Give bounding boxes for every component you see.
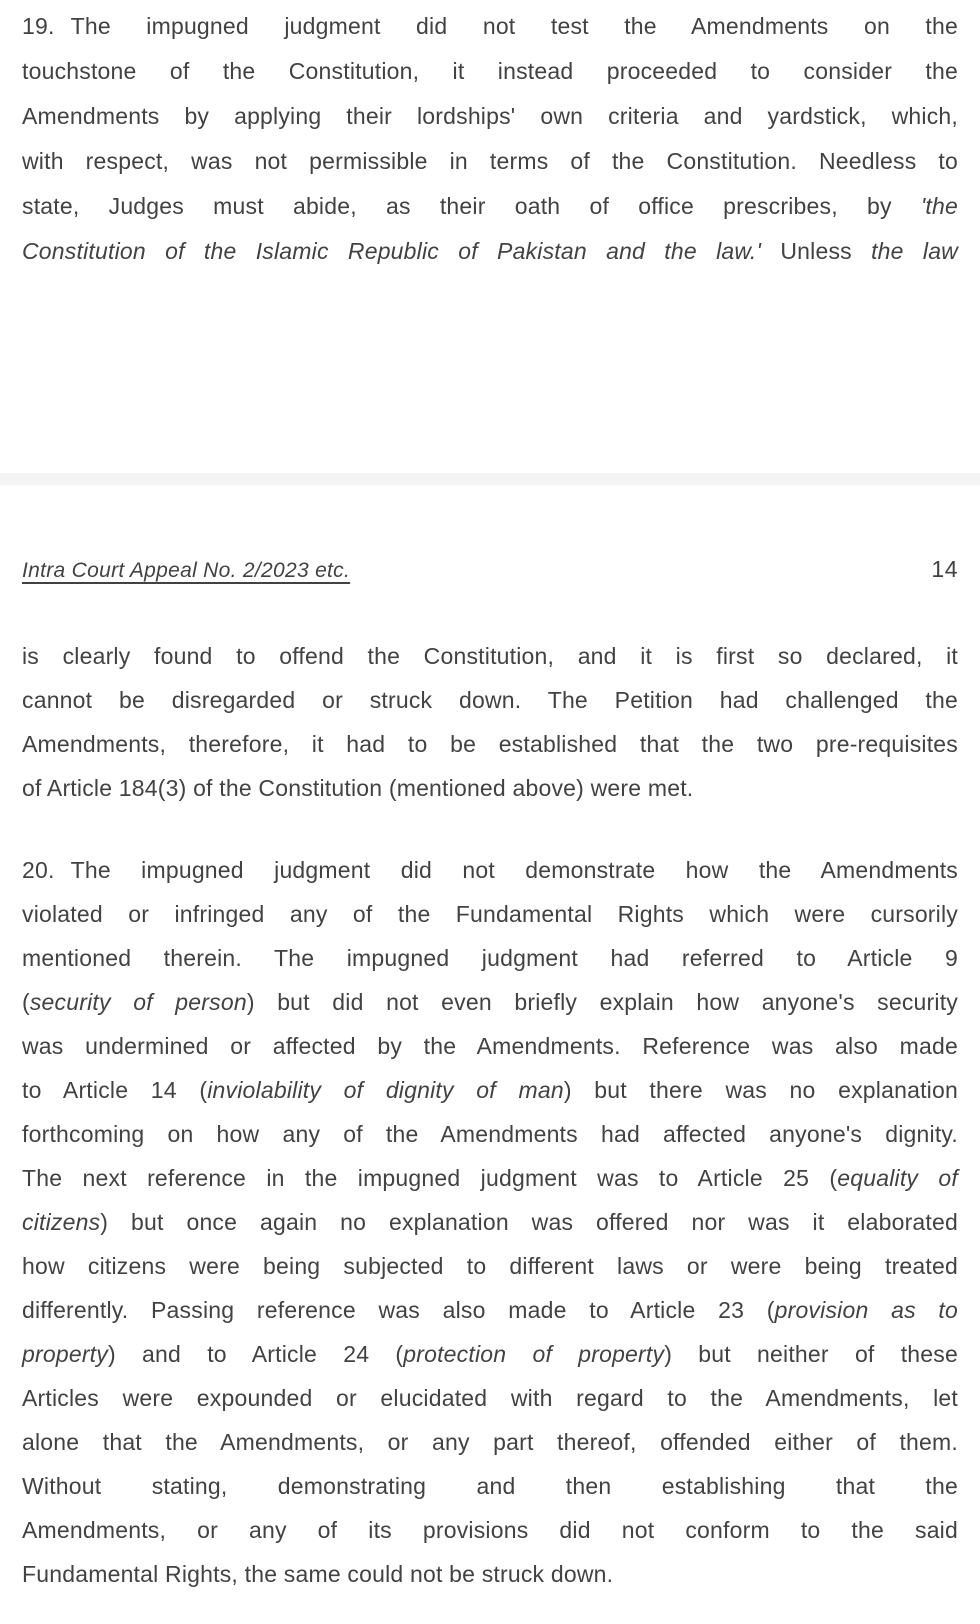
text-run: The next reference in the impugned judgment was to Article 25 ( xyxy=(22,1165,838,1191)
paragraph-page14-opening xyxy=(22,634,958,810)
text-line xyxy=(22,4,958,49)
text-run: alone that the Amendments, or any part thereof, offended either of them. xyxy=(22,1429,958,1455)
text-run: state, Judges must abide, as their oath of office prescribes, by xyxy=(22,193,921,219)
text-run: The impugned judgment did not test the Amendments on the xyxy=(70,13,958,39)
text-line xyxy=(22,766,958,810)
page-number: 14 xyxy=(931,556,958,582)
text-run: 20. xyxy=(22,857,55,883)
text-line xyxy=(22,1200,958,1244)
text-run: touchstone of the Constitution, it instead proceeded to consider the xyxy=(22,58,958,84)
text-line xyxy=(22,184,958,229)
text-run: Amendments, or any of its provisions did not conform to the said xyxy=(22,1517,958,1543)
text-line xyxy=(22,892,958,936)
text-run: ) but once again no explanation was offered nor was it elaborated xyxy=(100,1209,958,1235)
running-header xyxy=(22,556,958,583)
text-line xyxy=(22,139,958,184)
text-run: Amendments, therefore, it had to be established that the two pre-requisites xyxy=(22,731,958,757)
text-run: with respect, was not permissible in terms of the Constitution. Needless to xyxy=(22,148,958,174)
text-run: was undermined or affected by the Amendments. Reference was also made xyxy=(22,1033,958,1059)
text-run: ) but there was no explanation xyxy=(563,1077,958,1103)
text-run: violated or infringed any of the Fundamental Rights which were cursorily xyxy=(22,901,958,927)
text-line xyxy=(22,678,958,722)
text-run: The impugned judgment did not demonstrate how the Amendments xyxy=(70,857,958,883)
italic-text-run: provision as to xyxy=(774,1297,958,1323)
text-line xyxy=(22,229,958,274)
text-line xyxy=(22,1464,958,1508)
text-run: Amendments by applying their lordships' own criteria and yardstick, which, xyxy=(22,103,958,129)
text-run: Fundamental Rights, the same could not be struck down. xyxy=(22,1561,614,1587)
text-line xyxy=(22,1552,958,1596)
text-run: forthcoming on how any of the Amendments had affected anyone's dignity. xyxy=(22,1121,958,1147)
text-line xyxy=(22,722,958,766)
text-run: is clearly found to offend the Constitution, and it is first so declared, it xyxy=(22,643,958,669)
italic-text-run: inviolability of dignity of man xyxy=(207,1077,564,1103)
text-line xyxy=(22,1156,958,1200)
text-line xyxy=(22,1288,958,1332)
text-run: ) but did not even briefly explain how anyone's security xyxy=(246,989,958,1015)
page-separator-band xyxy=(0,473,980,486)
text-run: ( xyxy=(22,989,30,1015)
text-line xyxy=(22,1420,958,1464)
text-line xyxy=(22,1068,958,1112)
italic-text-run: the law xyxy=(871,238,958,264)
text-run: Unless xyxy=(761,238,872,264)
text-run: of Article 184(3) of the Constitution (mentioned above) were met. xyxy=(22,775,694,801)
text-line xyxy=(22,1112,958,1156)
text-line xyxy=(22,49,958,94)
text-run: mentioned therein. The impugned judgment had referred to Article 9 xyxy=(22,945,958,971)
text-line xyxy=(22,980,958,1024)
text-run: differently. Passing reference was also made to Article 23 ( xyxy=(22,1297,775,1323)
text-run: to Article 14 ( xyxy=(22,1077,208,1103)
italic-text-run: Constitution of the Islamic Republic of Pakistan and the law.' xyxy=(22,238,762,264)
text-run: Without stating, demonstrating and then establishing that the xyxy=(22,1473,958,1499)
text-line xyxy=(22,848,958,892)
text-run: ) and to Article 24 ( xyxy=(107,1341,404,1367)
italic-text-run: property xyxy=(22,1341,108,1367)
paragraph-19-continuation xyxy=(22,4,958,274)
text-line xyxy=(22,1508,958,1552)
text-line xyxy=(22,936,958,980)
text-line xyxy=(22,94,958,139)
text-line xyxy=(22,1024,958,1068)
italic-text-run: equality of xyxy=(837,1165,958,1191)
case-reference: Intra Court Appeal No. 2/2023 etc. xyxy=(22,559,351,582)
text-run: cannot be disregarded or struck down. The Petition had challenged the xyxy=(22,687,958,713)
text-line xyxy=(22,1376,958,1420)
paragraph-20 xyxy=(22,848,958,1596)
text-run: ) but neither of these xyxy=(664,1341,958,1367)
italic-text-run: citizens xyxy=(22,1209,101,1235)
text-line xyxy=(22,634,958,678)
text-run: Articles were expounded or elucidated with regard to the Amendments, let xyxy=(22,1385,958,1411)
text-line xyxy=(22,1332,958,1376)
text-line xyxy=(22,1244,958,1288)
italic-text-run: 'the xyxy=(920,193,958,219)
text-run: how citizens were being subjected to different laws or were being treated xyxy=(22,1253,958,1279)
italic-text-run: protection of property xyxy=(403,1341,665,1367)
italic-text-run: security of person xyxy=(29,989,247,1015)
text-run: 19. xyxy=(22,13,55,39)
